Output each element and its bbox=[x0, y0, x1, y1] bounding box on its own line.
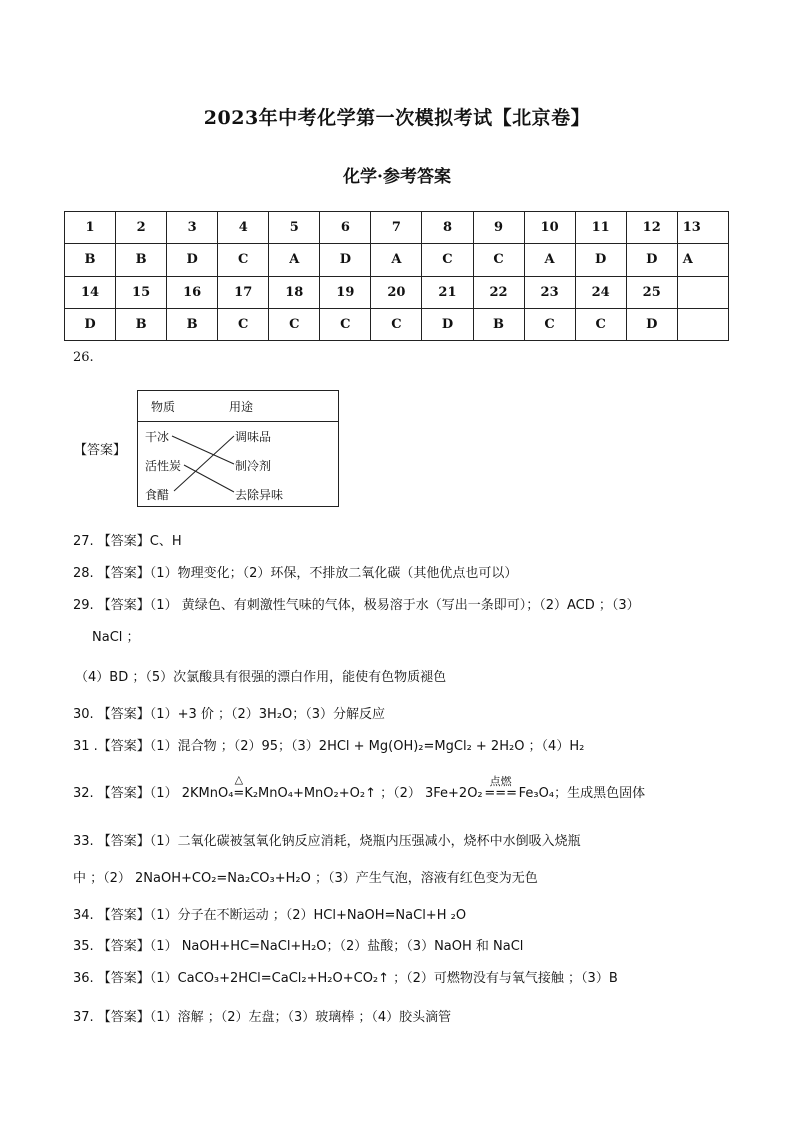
match-line-dry-ice-refrigerant bbox=[172, 436, 234, 464]
table-cell: 4 bbox=[218, 212, 269, 244]
table-cell: D bbox=[422, 308, 473, 340]
answer-table bbox=[64, 211, 729, 341]
answer-34: 34. 【答案】（1）分子在不断运动 ；（2）HCl+NaOH=NaCl+H ₂O bbox=[73, 908, 467, 923]
heat-symbol: △ bbox=[234, 773, 244, 786]
table-cell: 7 bbox=[371, 212, 422, 244]
table-row-answers-2 bbox=[65, 308, 729, 340]
page-subtitle: 化学·参考答案 bbox=[343, 167, 451, 187]
table-cell: 20 bbox=[371, 276, 422, 308]
table-cell: D bbox=[626, 244, 677, 276]
usage-refrigerant: 制冷剂 bbox=[235, 459, 272, 473]
usage-seasoning: 调味品 bbox=[235, 430, 272, 444]
table-cell: 10 bbox=[524, 212, 575, 244]
table-cell: C bbox=[371, 308, 422, 340]
header-substance: 物质 bbox=[151, 400, 176, 414]
table-cell: 14 bbox=[65, 276, 116, 308]
substance-activated-carbon: 活性炭 bbox=[145, 459, 182, 473]
table-cell: D bbox=[167, 244, 218, 276]
ignite-label: 点燃 bbox=[489, 775, 512, 788]
answer-29-line1: 29. 【答案】（1） 黄绿色、有刺激性气味的气体，极易溶于水（写出一条即可）；（2）ACD ；（3） bbox=[73, 598, 640, 613]
table-row-answers-1 bbox=[65, 244, 729, 276]
answer-28: 28. 【答案】（1）物理变化；（2）环保，不排放二氧化碳（其他优点也可以） bbox=[73, 566, 518, 581]
table-cell: A bbox=[677, 244, 728, 276]
match-line-vinegar-seasoning bbox=[174, 436, 234, 491]
answer-33-line2: 中 ；（2） 2NaOH+CO₂=Na₂CO₃+H₂O ；（3）产生气泡，溶液有红色变为无色 bbox=[73, 871, 538, 886]
table-cell: C bbox=[218, 244, 269, 276]
table-cell: 1 bbox=[65, 212, 116, 244]
table-cell: 12 bbox=[626, 212, 677, 244]
table-cell: 22 bbox=[473, 276, 524, 308]
table-cell: 5 bbox=[269, 212, 320, 244]
answer-29-line3: （4）BD ；（5）次氯酸具有很强的漂白作用，能使有色物质褪色 bbox=[75, 670, 447, 685]
table-cell: 13 bbox=[677, 212, 728, 244]
table-cell: D bbox=[65, 308, 116, 340]
table-row-numbers-1 bbox=[65, 212, 729, 244]
answer-32-part1: 32. 【答案】（1） 2KMnO₄ bbox=[73, 786, 234, 801]
table-cell: C bbox=[422, 244, 473, 276]
table-cell: 17 bbox=[218, 276, 269, 308]
answer-32-part2: K₂MnO₄+MnO₂+O₂↑ ；（2） 3Fe+2O₂ bbox=[244, 786, 483, 801]
answer-33-line1: 33. 【答案】（1）二氧化碳被氢氧化钠反应消耗，烧瓶内压强减小，烧杯中水倒吸入烧瓶 bbox=[73, 834, 581, 849]
table-cell: D bbox=[626, 308, 677, 340]
substance-vinegar: 食醋 bbox=[145, 488, 170, 502]
condition-heat: △ = bbox=[233, 773, 245, 801]
question-26-answer-label: 【答案】 bbox=[74, 443, 127, 458]
table-cell: C bbox=[218, 308, 269, 340]
table-cell: 6 bbox=[320, 212, 371, 244]
matching-lines bbox=[138, 391, 340, 508]
table-cell: B bbox=[167, 308, 218, 340]
table-cell: B bbox=[473, 308, 524, 340]
table-cell: 16 bbox=[167, 276, 218, 308]
answer-35: 35. 【答案】（1） NaOH+HC=NaCl+H₂O；（2）盐酸；（3）NaOH 和 NaCl bbox=[73, 939, 524, 954]
table-cell: 21 bbox=[422, 276, 473, 308]
table-cell: D bbox=[575, 244, 626, 276]
matching-diagram bbox=[137, 390, 339, 507]
table-cell: 3 bbox=[167, 212, 218, 244]
table-cell: B bbox=[116, 308, 167, 340]
answer-32 bbox=[73, 773, 646, 801]
table-cell: C bbox=[269, 308, 320, 340]
table-cell: A bbox=[371, 244, 422, 276]
answer-29-line2: NaCl ； bbox=[92, 630, 140, 645]
table-cell: 18 bbox=[269, 276, 320, 308]
answer-32-part3: Fe₃O₄；生成黑色固体 bbox=[518, 786, 646, 801]
table-row-numbers-2 bbox=[65, 276, 729, 308]
answer-30: 30. 【答案】（1）+3 价 ；（2）3H₂O；（3）分解反应 bbox=[73, 707, 386, 722]
table-cell: 11 bbox=[575, 212, 626, 244]
table-cell: A bbox=[524, 244, 575, 276]
table-cell: A bbox=[269, 244, 320, 276]
answer-31: 31 .【答案】（1）混合物 ；（2）95；（3）2HCl + Mg(OH)₂=MgCl₂ + 2H₂O ；（4）H₂ bbox=[73, 739, 585, 754]
table-cell: D bbox=[320, 244, 371, 276]
table-cell: 8 bbox=[422, 212, 473, 244]
table-cell: 25 bbox=[626, 276, 677, 308]
table-cell: C bbox=[320, 308, 371, 340]
table-cell: 9 bbox=[473, 212, 524, 244]
table-cell: C bbox=[575, 308, 626, 340]
substance-dry-ice: 干冰 bbox=[145, 430, 170, 444]
table-cell: 24 bbox=[575, 276, 626, 308]
question-26-number: 26. bbox=[73, 350, 94, 365]
table-cell: 19 bbox=[320, 276, 371, 308]
table-cell: 23 bbox=[524, 276, 575, 308]
table-cell: 2 bbox=[116, 212, 167, 244]
table-cell: 15 bbox=[116, 276, 167, 308]
answer-36: 36. 【答案】（1）CaCO₃+2HCl=CaCl₂+H₂O+CO₂↑ ；（2）可燃物没有与氧气接触 ；（3）B bbox=[73, 971, 618, 986]
match-line-carbon-deodorize bbox=[184, 465, 234, 492]
table-cell bbox=[677, 308, 728, 340]
table-cell bbox=[677, 276, 728, 308]
table-cell: B bbox=[116, 244, 167, 276]
table-cell: C bbox=[473, 244, 524, 276]
page-title: 2023年中考化学第一次模拟考试【北京卷】 bbox=[203, 107, 591, 129]
answer-37: 37. 【答案】（1）溶解 ；（2）左盘；（3）玻璃棒 ；（4）胶头滴管 bbox=[73, 1010, 452, 1025]
header-usage: 用途 bbox=[229, 400, 254, 414]
table-cell: B bbox=[65, 244, 116, 276]
table-cell: C bbox=[524, 308, 575, 340]
usage-deodorize: 去除异味 bbox=[235, 488, 284, 502]
condition-ignite: 点燃 === bbox=[484, 775, 517, 801]
answer-27: 27. 【答案】C、H bbox=[73, 534, 182, 549]
